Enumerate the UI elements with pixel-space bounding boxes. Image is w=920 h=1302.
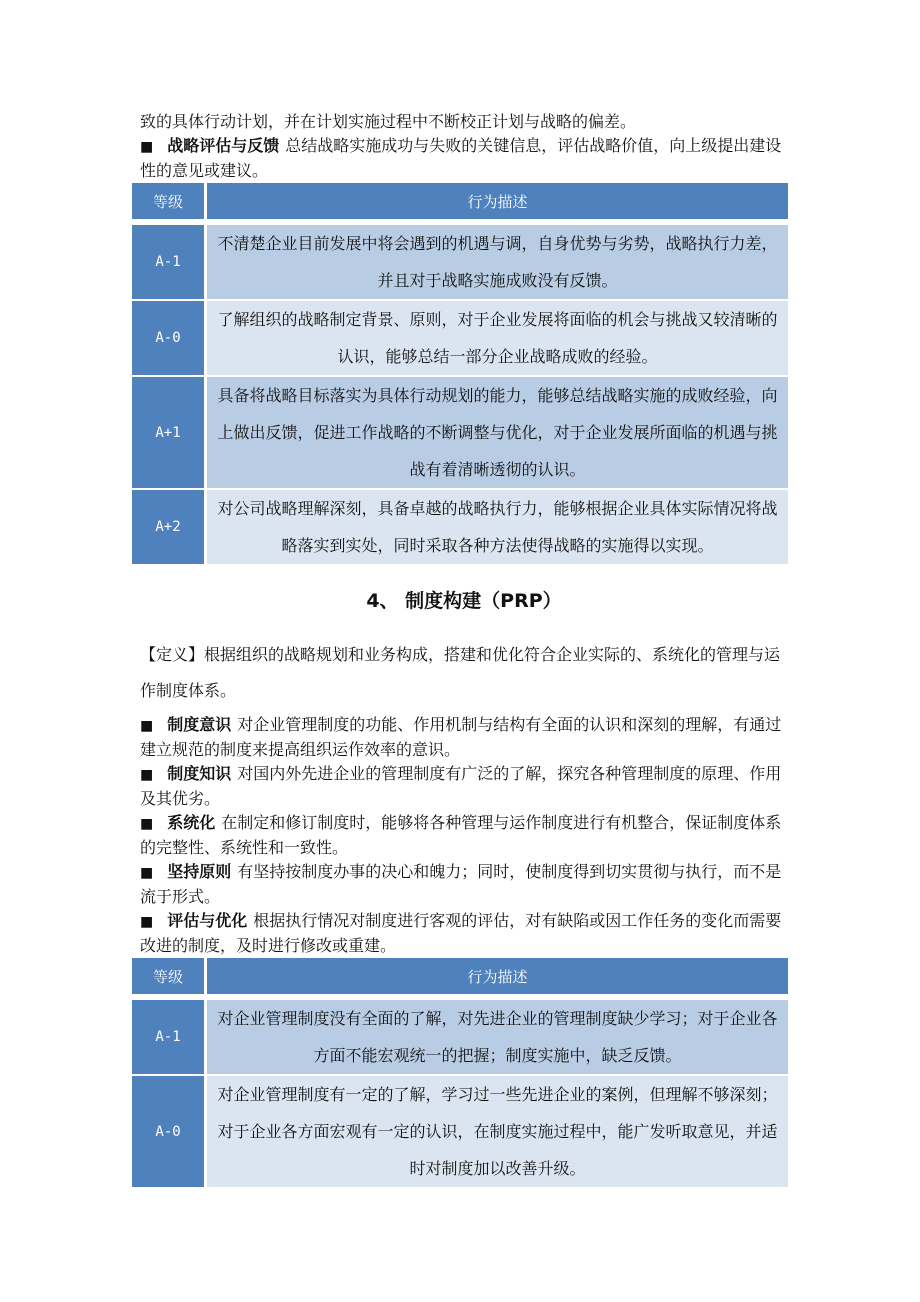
table-row bbox=[132, 998, 788, 1074]
bullet-item bbox=[140, 713, 788, 762]
bullet-strategy-evaluation bbox=[140, 134, 788, 183]
section-title: 4、 制度构建（PRP） bbox=[366, 590, 562, 612]
square-bullet-icon: ■ bbox=[140, 139, 154, 155]
square-bullet-icon: ■ bbox=[140, 718, 154, 734]
bullet-text: 对企业管理制度的功能、作用机制与结构有全面的认识和深刻的理解，有通过建立规范的制度来提高组织运作效率的意识。 bbox=[140, 715, 782, 759]
table-row bbox=[132, 375, 788, 488]
bullet-item bbox=[140, 909, 788, 958]
behavior-table-strategy bbox=[132, 183, 788, 564]
table-header-row bbox=[132, 183, 788, 223]
level-cell: A-1 bbox=[132, 223, 207, 299]
header-level: 等级 bbox=[132, 958, 207, 998]
level-cell: A+2 bbox=[132, 488, 207, 564]
desc-cell: 了解组织的战略制定背景、原则，对于企业发展将面临的机会与挑战又较清晰的认识，能够总结一部分企业战略成败的经验。 bbox=[207, 299, 788, 375]
bullet-term: 评估与优化 bbox=[167, 911, 248, 930]
bullet-item bbox=[140, 811, 788, 860]
bullet-term: 制度意识 bbox=[167, 715, 232, 734]
bullet-term: 坚持原则 bbox=[167, 862, 232, 881]
bullet-text: 对国内外先进企业的管理制度有广泛的了解，探究各种管理制度的原理、作用及其优劣。 bbox=[140, 764, 782, 808]
definition-paragraph: 【定义】根据组织的战略规划和业务构成，搭建和优化符合企业实际的、系统化的管理与运作制度体系。 bbox=[140, 645, 781, 700]
continuation-paragraph: 致的具体行动计划，并在计划实施过程中不断校正计划与战略的偏差。 bbox=[140, 112, 637, 131]
bullet-term: 制度知识 bbox=[167, 764, 232, 783]
document-content bbox=[140, 110, 788, 1187]
table-header-row bbox=[132, 958, 788, 998]
table-row bbox=[132, 488, 788, 564]
behavior-table-system bbox=[132, 958, 788, 1187]
desc-cell: 对公司战略理解深刻，具备卓越的战略执行力，能够根据企业具体实际情况将战略落实到实处，同时采取各种方法使得战略的实施得以实现。 bbox=[207, 488, 788, 564]
table-row bbox=[132, 1074, 788, 1187]
header-level: 等级 bbox=[132, 183, 207, 223]
level-cell: A-1 bbox=[132, 998, 207, 1074]
square-bullet-icon: ■ bbox=[140, 865, 154, 881]
level-cell: A-0 bbox=[132, 299, 207, 375]
header-desc: 行为描述 bbox=[207, 183, 788, 223]
desc-cell: 对企业管理制度没有全面的了解，对先进企业的管理制度缺少学习；对于企业各方面不能宏观统一的把握；制度实施中，缺乏反馈。 bbox=[207, 998, 788, 1074]
bullet-item bbox=[140, 860, 788, 909]
square-bullet-icon: ■ bbox=[140, 767, 154, 783]
bullet-text: 在制定和修订制度时，能够将各种管理与运作制度进行有机整合，保证制度体系的完整性、系统性和一致性。 bbox=[140, 813, 782, 857]
square-bullet-icon: ■ bbox=[140, 816, 154, 832]
desc-cell: 对企业管理制度有一定的了解，学习过一些先进企业的案例，但理解不够深刻；对于企业各方面宏观有一定的认识，在制度实施过程中，能广发听取意见，并适时对制度加以改善升级。 bbox=[207, 1074, 788, 1187]
bullet-text: 根据执行情况对制度进行客观的评估，对有缺陷或因工作任务的变化而需要改进的制度，及时进行修改或重建。 bbox=[140, 911, 782, 955]
bullet-text: 总结战略实施成功与失败的关键信息，评估战略价值，向上级提出建设性的意见或建议。 bbox=[140, 136, 782, 180]
level-cell: A+1 bbox=[132, 375, 207, 488]
desc-cell: 不清楚企业目前发展中将会遇到的机遇与调，自身优势与劣势，战略执行力差，并且对于战略实施成败没有反馈。 bbox=[207, 223, 788, 299]
bullet-term: 系统化 bbox=[167, 813, 216, 832]
bullet-item bbox=[140, 762, 788, 811]
bullet-text: 有坚持按制度办事的决心和魄力；同时，使制度得到切实贯彻与执行，而不是流于形式。 bbox=[140, 862, 782, 906]
bullet-term: 战略评估与反馈 bbox=[167, 136, 280, 155]
square-bullet-icon: ■ bbox=[140, 914, 154, 930]
header-desc: 行为描述 bbox=[207, 958, 788, 998]
level-cell: A-0 bbox=[132, 1074, 207, 1187]
table-row bbox=[132, 299, 788, 375]
table-row bbox=[132, 223, 788, 299]
desc-cell: 具备将战略目标落实为具体行动规划的能力，能够总结战略实施的成败经验，向上做出反馈，促进工作战略的不断调整与优化，对于企业发展所面临的机遇与挑战有着清晰透彻的认识。 bbox=[207, 375, 788, 488]
